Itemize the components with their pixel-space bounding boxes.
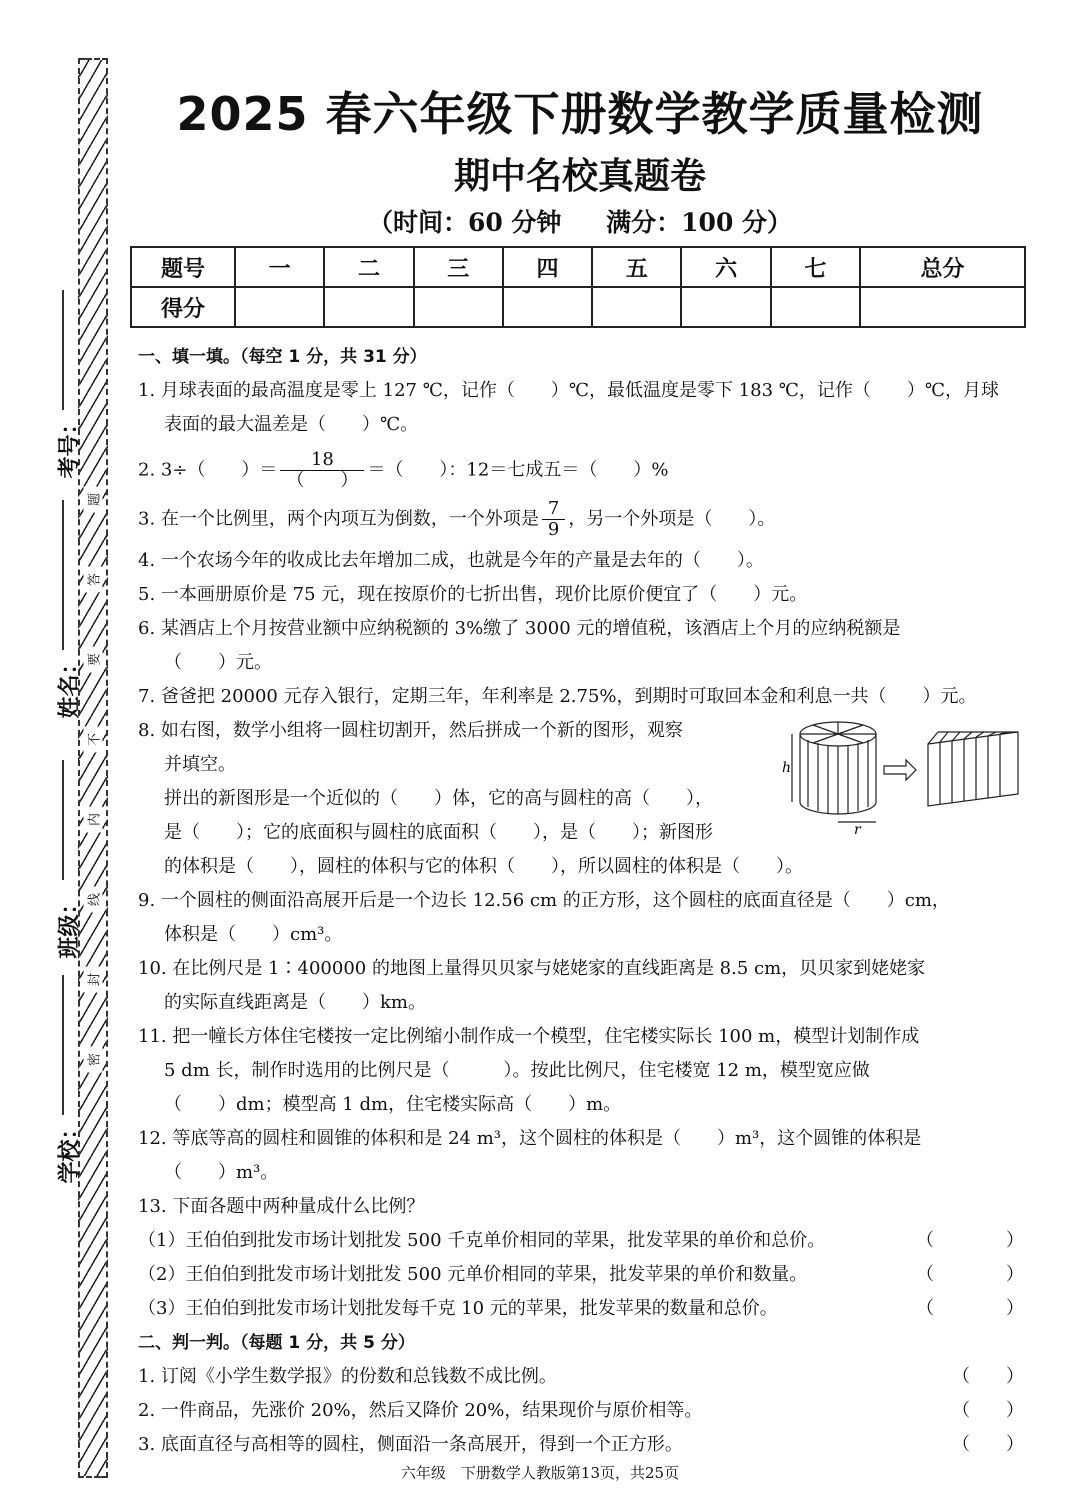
class-label: 班级： — [57, 892, 83, 959]
binding-word: 题 — [84, 487, 103, 513]
question-text: 2. 3÷（ ）＝ — [138, 459, 278, 481]
fig-label-r: r — [854, 822, 861, 834]
score-table-row — [131, 287, 1025, 327]
score-cell[interactable] — [324, 287, 413, 327]
score-cell[interactable] — [681, 287, 770, 327]
score-cell[interactable] — [592, 287, 681, 327]
question-8 — [138, 714, 1028, 884]
name-line — [62, 500, 64, 650]
score-cell[interactable] — [860, 287, 1025, 327]
fraction-numerator: 7 — [542, 499, 565, 520]
class-line — [62, 760, 64, 880]
question-content — [138, 340, 1028, 1462]
header-cell: 六 — [681, 247, 770, 287]
question-1 — [138, 374, 1028, 442]
question-11 — [138, 1020, 1028, 1122]
exam-full-score: 满分：100 分） — [606, 208, 793, 237]
answer-blank[interactable]: （ ） — [916, 1230, 1024, 1251]
row-label: 得分 — [131, 287, 235, 327]
question-text: 3. 底面直径与高相等的圆柱，侧面沿一条高展开，得到一个正方形。 — [138, 1434, 683, 1455]
page-title: 2025 春六年级下册数学教学质量检测 — [176, 87, 984, 141]
header-cell: 总分 — [860, 247, 1025, 287]
question-text: 8. 如右图，数学小组将一圆柱切割开，然后拼成一个新的图形，观察 — [138, 720, 683, 741]
page-footer: 六年级 下册数学人教版第13页，共25页 — [400, 1464, 680, 1482]
binding-word: 密 — [84, 1047, 103, 1073]
header-cell: 一 — [235, 247, 324, 287]
binding-word: 不 — [84, 727, 103, 753]
header-cell: 七 — [771, 247, 860, 287]
exam-no-label: 考号： — [57, 412, 83, 479]
exam-no-line — [62, 290, 64, 410]
question-9 — [138, 884, 1028, 952]
question-6 — [138, 612, 1028, 680]
school-label: 学校： — [57, 1117, 83, 1184]
question-text: 的实际直线距离是（ ）km。 — [164, 992, 426, 1013]
question-5: 5. 一本画册原价是 75 元，现在按原价的七折出售，现价比原价便宜了（ ）元。 — [138, 584, 808, 605]
question-13-1 — [138, 1224, 1028, 1258]
question-2 — [138, 450, 1028, 491]
question-text: 10. 在比例尺是 1∶400000 的地图上量得贝贝家与姥姥家的直线距离是 8.5 cm，贝贝家到姥姥家 — [138, 958, 926, 979]
question-3 — [138, 499, 1028, 540]
question-text: ，另一个外项是（ ）。 — [568, 508, 776, 530]
name-label: 姓名： — [57, 652, 83, 719]
fraction — [280, 450, 364, 491]
binding-word: 封 — [84, 967, 103, 993]
question-text: （2）王伯伯到批发市场计划批发 500 元单价相同的苹果，批发苹果的单价和数量。 — [138, 1264, 808, 1285]
fraction — [542, 499, 565, 540]
answer-blank[interactable]: （ ） — [952, 1400, 1024, 1421]
header-cell: 五 — [592, 247, 681, 287]
score-cell[interactable] — [235, 287, 324, 327]
header-cell: 题号 — [131, 247, 235, 287]
question-text: （ ）m³。 — [164, 1162, 279, 1183]
binding-word: 要 — [84, 647, 103, 673]
question-13-2 — [138, 1258, 1028, 1292]
binding-word: 答 — [84, 567, 103, 593]
answer-blank[interactable]: （ ） — [952, 1366, 1024, 1387]
fraction-denominator: 9 — [547, 519, 560, 540]
exam-meta — [130, 203, 1030, 239]
question-text: （ ）dm；模型高 1 dm，住宅楼实际高（ ）m。 — [164, 1094, 622, 1115]
question-text: 并填空。 — [164, 754, 236, 775]
question-7: 7. 爸爸把 20000 元存入银行，定期三年，年利率是 2.75%，到期时可取回本金和利息一共（ ）元。 — [138, 686, 977, 707]
answer-blank[interactable]: （ ） — [916, 1264, 1024, 1285]
question-text: 拼出的新图形是一个近似的（ ）体，它的高与圆柱的高（ ）， — [164, 788, 713, 809]
answer-blank[interactable]: （ ） — [952, 1434, 1024, 1455]
page-subtitle: 期中名校真题卷 — [453, 156, 706, 197]
question-text: 12. 等底等高的圆柱和圆锥的体积和是 24 m³，这个圆柱的体积是（ ）m³，这个圆锥的体积是 — [138, 1128, 922, 1149]
question-text: 11. 把一幢长方体住宅楼按一定比例缩小制作成一个模型，住宅楼实际长 100 m，模型计划制作成 — [138, 1026, 920, 1047]
question-text: 体积是（ ）cm³。 — [164, 924, 343, 945]
section-2-title: 二、判一判。（每题 1 分，共 5 分） — [138, 1333, 415, 1353]
score-table — [130, 246, 1026, 328]
question-text: 表面的最大温差是（ ）℃。 — [164, 414, 419, 435]
binding-word: 内 — [84, 807, 103, 833]
judge-question-1 — [138, 1360, 1028, 1394]
section-1-title: 一、填一填。（每空 1 分，共 31 分） — [138, 347, 427, 367]
cylinder-cut-figure — [778, 714, 1028, 834]
judge-question-3 — [138, 1428, 1028, 1462]
score-table-header — [131, 247, 1025, 287]
score-cell[interactable] — [771, 287, 860, 327]
question-13: 13. 下面各题中两种量成什么比例？ — [138, 1196, 425, 1217]
fraction-denominator: （ ） — [286, 470, 359, 491]
question-text: 9. 一个圆柱的侧面沿高展开后是一个边长 12.56 cm 的正方形，这个圆柱的底面直径是（ ）cm， — [138, 890, 950, 911]
question-13-3 — [138, 1292, 1028, 1326]
header-cell: 三 — [414, 247, 503, 287]
question-text: 的体积是（ ），圆柱的体积与它的体积（ ），所以圆柱的体积是（ ）。 — [164, 856, 803, 877]
question-text: （3）王伯伯到批发市场计划批发每千克 10 元的苹果，批发苹果的数量和总价。 — [138, 1298, 778, 1319]
question-4: 4. 一个农场今年的收成比去年增加二成，也就是今年的产量是去年的（ ）。 — [138, 550, 764, 571]
question-text: 6. 某酒店上个月按营业额中应纳税额的 3%缴了 3000 元的增值税，该酒店上个月的应纳税额是 — [138, 618, 901, 639]
question-text: 是（ ）；它的底面积与圆柱的底面积（ ），是（ ）；新图形 — [164, 822, 713, 843]
exam-time: （时间：60 分钟 — [367, 208, 562, 237]
question-text: 3. 在一个比例里，两个内项互为倒数，一个外项是 — [138, 508, 539, 530]
question-text: （ ）元。 — [164, 652, 272, 673]
judge-question-2 — [138, 1394, 1028, 1428]
header-cell: 二 — [324, 247, 413, 287]
header-cell: 四 — [503, 247, 592, 287]
question-12 — [138, 1122, 1028, 1190]
fraction-numerator: 18 — [280, 450, 364, 471]
score-cell[interactable] — [414, 287, 503, 327]
question-text: （1）王伯伯到批发市场计划批发 500 千克单价相同的苹果，批发苹果的单价和总价。 — [138, 1230, 826, 1251]
binding-word: 线 — [84, 887, 103, 913]
answer-blank[interactable]: （ ） — [916, 1298, 1024, 1319]
binding-warning — [80, 470, 106, 1090]
fig-label-h: h — [782, 760, 792, 776]
school-line — [62, 975, 64, 1115]
question-text: 1. 订阅《小学生数学报》的份数和总钱数不成比例。 — [138, 1366, 557, 1387]
question-text: 5 dm 长，制作时选用的比例尺是（ ）。按此比例尺，住宅楼宽 12 m，模型宽应做 — [164, 1060, 870, 1081]
question-text: ＝（ ）：12＝七成五＝（ ）% — [367, 459, 669, 481]
question-text: 1. 月球表面的最高温度是零上 127 ℃，记作（ ）℃，最低温度是零下 183 ℃，记作（ ）℃，月球 — [138, 380, 1000, 401]
question-text: 2. 一件商品，先涨价 20%，然后又降价 20%，结果现价与原价相等。 — [138, 1400, 703, 1421]
score-cell[interactable] — [503, 287, 592, 327]
question-10 — [138, 952, 1028, 1020]
